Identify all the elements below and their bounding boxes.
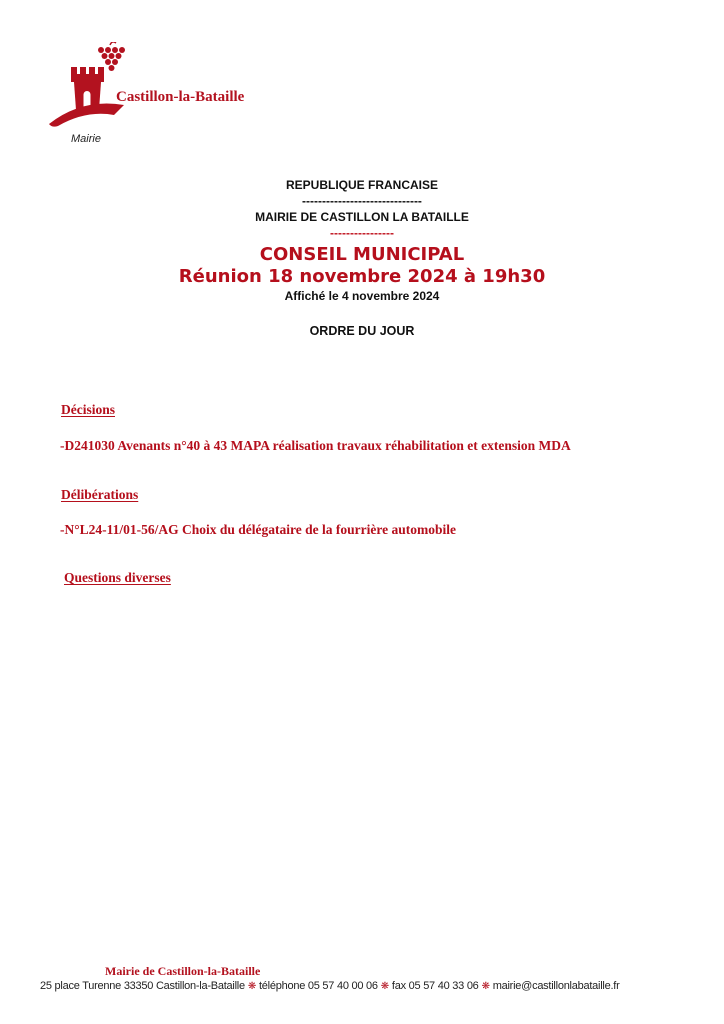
logo-town-name: Castillon-la-Bataille	[116, 89, 245, 105]
footer-phone: téléphone 05 57 40 00 06	[259, 980, 378, 992]
footer-email[interactable]: mairie@castillonlabataille.fr	[492, 980, 620, 992]
deliberations-heading: Délibérations	[61, 487, 139, 502]
mairie-line: MAIRIE DE CASTILLON LA BATAILLE	[255, 210, 469, 224]
agenda-heading: ORDRE DU JOUR	[309, 324, 415, 338]
page-title: CONSEIL MUNICIPAL	[259, 244, 465, 265]
separator-icon: ❋	[481, 981, 490, 992]
footer-title: Mairie de Castillon-la-Bataille	[105, 964, 261, 978]
questions-diverses-heading: Questions diverses	[64, 570, 171, 585]
meeting-date: Réunion 18 novembre 2024 à 19h30	[178, 266, 546, 287]
separator-short: ----------------	[330, 226, 394, 240]
decision-item: -D241030 Avenants n°40 à 43 MAPA réalisation travaux réhabilitation et extension MDA	[60, 438, 571, 453]
posted-date: Affiché le 4 novembre 2024	[284, 289, 440, 303]
footer-address: 25 place Turenne 33350 Castillon-la-Bataille	[40, 980, 245, 992]
footer-contact-line	[40, 980, 620, 992]
separator-long: ------------------------------	[302, 194, 422, 208]
separator-icon: ❋	[380, 981, 389, 992]
logo-subtitle: Mairie	[71, 133, 101, 145]
country-line: REPUBLIQUE FRANCAISE	[285, 178, 438, 192]
town-logo	[44, 42, 284, 152]
separator-icon: ❋	[247, 981, 256, 992]
document-header	[0, 177, 724, 339]
decisions-heading: Décisions	[61, 402, 115, 417]
footer-fax: fax 05 57 40 33 06	[391, 980, 479, 992]
deliberation-item: -N°L24-11/01-56/AG Choix du délégataire de la fourrière automobile	[60, 522, 456, 537]
